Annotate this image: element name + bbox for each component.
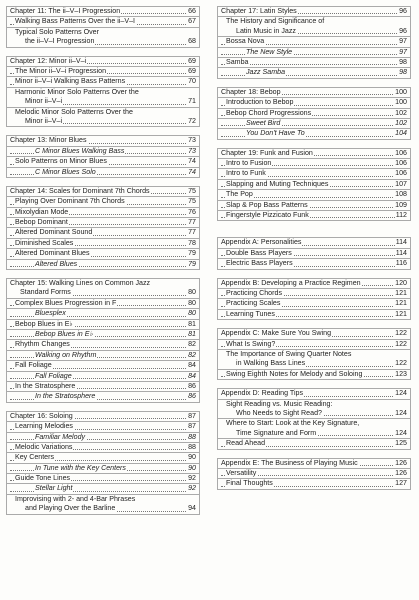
toc-entry[interactable] xyxy=(7,433,199,443)
toc-entry-title: In the Stratosphere xyxy=(35,392,96,401)
toc-chapter-heading[interactable] xyxy=(218,238,410,248)
toc-page-number: 122 xyxy=(395,339,407,348)
toc-chapter-heading[interactable] xyxy=(218,459,410,469)
toc-page-number: 75 xyxy=(188,197,196,206)
toc-entry-title: Melodic Variations xyxy=(15,442,73,451)
toc-section xyxy=(6,411,200,515)
toc-section xyxy=(6,6,200,48)
toc-page-number: 81 xyxy=(188,330,196,338)
toc-page-number: 74 xyxy=(188,157,196,166)
section-gap xyxy=(217,79,411,87)
toc-chapter-heading[interactable] xyxy=(7,136,199,146)
toc-entry-title: Appendix B: Developing a Practice Regimen xyxy=(221,278,361,287)
toc-section xyxy=(217,237,411,269)
toc-section xyxy=(217,6,411,79)
toc-section xyxy=(6,186,200,270)
section-gap xyxy=(217,320,411,328)
toc-page-number: 77 xyxy=(188,228,196,237)
section-gap xyxy=(217,380,411,388)
toc-entry-title: Slapping and Muting Techniques xyxy=(226,179,329,188)
toc-entry[interactable] xyxy=(7,208,199,218)
toc-entry-title: Chapter 14: Scales for Dominant 7th Chords xyxy=(10,186,150,195)
toc-entry[interactable] xyxy=(7,77,199,87)
toc-entry[interactable] xyxy=(7,474,199,484)
toc-entry[interactable] xyxy=(7,340,199,350)
toc-section xyxy=(217,458,411,490)
toc-entry-title: Double Bass Players xyxy=(226,248,292,257)
toc-entry-title: You Don't Have To xyxy=(246,129,305,138)
toc-entry-title: Sweet Bird xyxy=(246,118,281,127)
toc-section xyxy=(6,135,200,178)
toc-entry[interactable] xyxy=(218,17,410,37)
toc-page-number: 70 xyxy=(188,77,196,86)
toc-entry[interactable] xyxy=(7,484,199,494)
toc-entry[interactable] xyxy=(7,228,199,238)
toc-left-column xyxy=(6,6,200,515)
toc-entry-title: In the Stratosphere xyxy=(15,381,76,390)
toc-page-number: 88 xyxy=(188,432,196,441)
toc-entry-title: Learning Tunes xyxy=(226,309,275,318)
toc-page-number: 69 xyxy=(188,56,196,65)
section-gap xyxy=(217,450,411,458)
toc-entry-title: Solo Patterns on Minor Blues xyxy=(15,157,107,166)
toc-entry[interactable] xyxy=(7,320,199,330)
toc-entry[interactable] xyxy=(7,372,199,382)
toc-page-number: 90 xyxy=(188,463,196,472)
toc-entry-title: Slap & Pop Bass Patterns xyxy=(226,200,308,209)
toc-section xyxy=(6,56,200,128)
toc-entry[interactable] xyxy=(218,37,410,47)
toc-entry-title: Walking on Rhythm xyxy=(35,350,97,359)
toc-page-number: 100 xyxy=(395,87,407,96)
toc-page-number: 86 xyxy=(188,392,196,401)
toc-entry-title: Sight Reading vs. Music Reading: xyxy=(226,399,333,408)
toc-entry-title: Bossa Nova xyxy=(226,37,265,46)
toc-chapter-heading[interactable] xyxy=(7,279,199,299)
toc-entry[interactable] xyxy=(7,309,199,319)
toc-entry[interactable] xyxy=(7,157,199,167)
toc-entry-title: Chapter 18: Bebop xyxy=(221,87,281,96)
toc-entry[interactable] xyxy=(218,479,410,489)
toc-entry-title: Guide Tone Lines xyxy=(15,474,71,483)
toc-entry-title: What Is Swing? xyxy=(226,339,276,348)
toc-entry-title: In Tune with the Key Centers xyxy=(35,463,126,472)
toc-page-number: 121 xyxy=(395,289,407,297)
toc-entry-title: Final Thoughts xyxy=(226,479,273,488)
toc-page-number: 84 xyxy=(188,371,196,380)
toc-page-number: 106 xyxy=(395,148,407,157)
section-gap xyxy=(6,403,200,411)
toc-entry-title: Stellar Light xyxy=(35,484,73,493)
toc-entry-title: C Minor Blues Walking Bass xyxy=(35,146,125,155)
toc-page-number: 100 xyxy=(395,98,407,107)
toc-entry-title: Chapter 11: The ii–V–I Progression xyxy=(10,7,121,15)
toc-entry[interactable] xyxy=(7,17,199,27)
toc-page-number: 97 xyxy=(399,47,407,56)
toc-entry-title-continued: Minor ii–V–i xyxy=(15,97,63,105)
toc-entry-title: The History and Significance of xyxy=(226,17,325,26)
toc-entry-title: Appendix A: Personalities xyxy=(221,238,302,247)
toc-page-number: 102 xyxy=(395,118,407,127)
toc-entry-title: Chapter 19: Funk and Fusion xyxy=(221,148,313,157)
toc-entry[interactable] xyxy=(218,98,410,108)
toc-section xyxy=(6,278,200,403)
toc-page-number: 122 xyxy=(395,329,407,338)
toc-entry[interactable] xyxy=(218,249,410,259)
section-gap xyxy=(6,270,200,278)
toc-section xyxy=(217,328,411,380)
toc-page-number: 107 xyxy=(395,179,407,188)
toc-entry-title: Key Centers xyxy=(15,453,55,462)
toc-page-number: 90 xyxy=(188,453,196,462)
toc-page-number: 74 xyxy=(188,167,196,176)
toc-entry[interactable] xyxy=(218,370,410,380)
toc-entry[interactable] xyxy=(218,469,410,479)
toc-entry[interactable] xyxy=(218,289,410,299)
toc-entry-title: Familiar Melody xyxy=(35,432,86,441)
toc-page-number: 124 xyxy=(395,408,407,417)
toc-chapter-heading[interactable] xyxy=(218,279,410,289)
toc-entry[interactable] xyxy=(7,218,199,228)
toc-page-number: 123 xyxy=(395,369,407,378)
toc-page-number: 96 xyxy=(399,7,407,15)
toc-page-number: 112 xyxy=(395,211,407,220)
toc-entry-title-continued: Latin Music in Jazz xyxy=(226,27,297,35)
toc-entry[interactable] xyxy=(7,443,199,453)
toc-page-number: 116 xyxy=(395,259,407,268)
toc-page-number: 87 xyxy=(188,422,196,431)
toc-entry[interactable] xyxy=(7,351,199,361)
toc-entry[interactable] xyxy=(218,340,410,350)
toc-chapter-heading[interactable] xyxy=(218,7,410,17)
toc-page-number: 82 xyxy=(188,340,196,349)
toc-page-number: 114 xyxy=(395,248,407,257)
toc-entry[interactable] xyxy=(7,361,199,371)
toc-page-number: 121 xyxy=(395,299,407,308)
toc-page-number: 109 xyxy=(395,200,407,209)
toc-page-number: 77 xyxy=(188,218,196,227)
toc-entry[interactable] xyxy=(218,259,410,269)
toc-page-number: 80 xyxy=(188,288,196,297)
toc-page-number: 81 xyxy=(188,319,196,328)
toc-page-number: 68 xyxy=(188,37,196,46)
toc-entry-title: Mixolydian Mode xyxy=(15,207,69,216)
toc-entry[interactable] xyxy=(7,299,199,309)
toc-page-number: 73 xyxy=(188,146,196,155)
toc-page-number: 79 xyxy=(188,259,196,268)
toc-entry[interactable] xyxy=(218,419,410,439)
toc-chapter-heading[interactable] xyxy=(218,389,410,399)
toc-entry[interactable] xyxy=(7,147,199,157)
toc-entry[interactable] xyxy=(7,197,199,207)
toc-section xyxy=(217,148,411,222)
toc-page-number: 71 xyxy=(188,97,196,106)
toc-entry[interactable] xyxy=(218,68,410,78)
toc-page-number: 86 xyxy=(188,381,196,390)
toc-page-number: 88 xyxy=(188,442,196,451)
toc-page-number: 78 xyxy=(188,238,196,247)
section-gap xyxy=(217,140,411,148)
toc-entry[interactable] xyxy=(7,239,199,249)
toc-page-number: 92 xyxy=(188,474,196,483)
toc-entry-title: Bebop Blues in E♭ xyxy=(35,330,93,338)
toc-entry-title: Bluesplex xyxy=(35,309,66,318)
toc-entry-title: The Minor ii–V–i Progression xyxy=(15,66,107,75)
toc-entry-title: Swing Eighth Notes for Melody and Soloing xyxy=(226,369,363,378)
toc-right-column xyxy=(217,6,411,490)
toc-page-number: 121 xyxy=(395,309,407,318)
toc-page-number: 79 xyxy=(188,249,196,258)
toc-entry-title: Intro to Fusion xyxy=(226,159,272,168)
toc-page-number: 126 xyxy=(395,458,407,467)
toc-page-number: 94 xyxy=(188,504,196,513)
toc-entry[interactable] xyxy=(7,495,199,515)
toc-page-number: 69 xyxy=(188,66,196,75)
toc-page-number: 106 xyxy=(395,169,407,178)
toc-entry[interactable] xyxy=(218,201,410,211)
toc-entry[interactable] xyxy=(7,88,199,108)
toc-page-number: 84 xyxy=(188,361,196,370)
toc-entry-title: Rhythm Changes xyxy=(15,340,70,349)
toc-entry-title: C Minor Blues Solo xyxy=(35,167,96,176)
toc-entry-title: Playing Over Dominant 7th Chords xyxy=(15,197,125,206)
toc-entry-title: Appendix C: Make Sure You Swing xyxy=(221,329,332,338)
toc-entry[interactable] xyxy=(7,422,199,432)
toc-entry[interactable] xyxy=(218,211,410,221)
toc-entry-title: Practicing Scales xyxy=(226,299,281,308)
toc-entry-title: Fingerstyle Pizzicato Funk xyxy=(226,211,309,220)
toc-page-number: 82 xyxy=(188,350,196,359)
section-gap xyxy=(6,48,200,56)
section-gap xyxy=(6,127,200,135)
toc-entry[interactable] xyxy=(218,129,410,139)
toc-entry-title: The New Style xyxy=(246,47,293,56)
toc-entry-title: Walking Bass Patterns Over the ii–V–I xyxy=(15,17,135,26)
toc-page-number: 120 xyxy=(395,278,407,287)
toc-entry-title: Chapter 17: Latin Styles xyxy=(221,7,297,15)
toc-entry[interactable] xyxy=(218,190,410,200)
toc-entry-title: Harmonic Minor Solo Patterns Over the xyxy=(15,87,139,96)
toc-entry[interactable] xyxy=(7,67,199,77)
toc-entry-title: Jazz Samba xyxy=(246,68,286,77)
toc-entry[interactable] xyxy=(218,109,410,119)
toc-chapter-heading[interactable] xyxy=(7,412,199,422)
toc-entry-title: Bebop Blues in E♭ xyxy=(15,319,73,328)
toc-entry[interactable] xyxy=(218,439,410,449)
toc-entry[interactable] xyxy=(218,180,410,190)
toc-page-number: 126 xyxy=(395,468,407,477)
toc-entry[interactable] xyxy=(218,119,410,129)
toc-entry-title: Complex Blues Progression in F xyxy=(15,298,117,307)
toc-page-number: 98 xyxy=(399,57,407,66)
toc-page-number: 108 xyxy=(395,190,407,199)
toc-entry-title: Diminished Scales xyxy=(15,238,74,247)
toc-entry[interactable] xyxy=(218,310,410,320)
toc-entry-title: Fall Foliage xyxy=(35,371,72,380)
toc-entry-title: Versatility xyxy=(226,468,257,477)
toc-entry-title: The Pop xyxy=(226,190,253,199)
toc-chapter-heading[interactable] xyxy=(7,57,199,67)
toc-entry[interactable] xyxy=(7,382,199,392)
toc-page-number: 72 xyxy=(188,116,196,125)
section-gap xyxy=(217,270,411,278)
toc-entry-title: Bebop Chord Progressions xyxy=(226,108,312,117)
toc-section xyxy=(217,388,411,449)
toc-page-number: 66 xyxy=(188,7,196,15)
toc-entry[interactable] xyxy=(218,58,410,68)
toc-entry-title: Samba xyxy=(226,57,249,66)
toc-entry-title: Chapter 16: Soloing xyxy=(10,411,73,420)
toc-entry-title-continued: and Playing Over the Barline xyxy=(15,504,116,512)
toc-entry[interactable] xyxy=(7,464,199,474)
toc-entry-title-continued: Minor ii–V–i xyxy=(15,117,63,125)
toc-entry[interactable] xyxy=(7,330,199,340)
section-gap xyxy=(217,229,411,237)
toc-page-number: 67 xyxy=(188,17,196,26)
toc-page-number: 114 xyxy=(395,238,407,247)
toc-entry-title: Introduction to Bebop xyxy=(226,98,294,107)
toc-entry[interactable] xyxy=(7,168,199,178)
toc-page-number: 124 xyxy=(395,428,407,437)
toc-page-number: 87 xyxy=(188,411,196,420)
toc-entry-title: Intro to Funk xyxy=(226,169,266,178)
section-gap xyxy=(6,178,200,186)
toc-entry-title: Minor ii–V–i Walking Bass Patterns xyxy=(15,77,126,86)
toc-entry-title-continued: Time Signature and Form xyxy=(226,429,317,437)
toc-entry[interactable] xyxy=(218,299,410,309)
toc-page-number: 125 xyxy=(395,439,407,448)
toc-entry[interactable] xyxy=(218,48,410,58)
toc-entry-title: Practicing Chords xyxy=(226,289,282,297)
toc-entry[interactable] xyxy=(7,249,199,259)
toc-entry[interactable] xyxy=(218,400,410,420)
toc-section xyxy=(217,278,411,321)
toc-page-number: 127 xyxy=(395,479,407,488)
toc-entry-title: Chapter 15: Walking Lines on Common Jazz xyxy=(10,279,151,288)
toc-page-number: 98 xyxy=(399,68,407,77)
toc-entry[interactable] xyxy=(7,28,199,48)
toc-entry[interactable] xyxy=(218,350,410,370)
toc-entry[interactable] xyxy=(218,159,410,169)
section-gap xyxy=(217,221,411,229)
toc-entry-title: Appendix D: Reading Tips xyxy=(221,389,304,398)
toc-page-number: 104 xyxy=(395,129,407,138)
toc-entry-title: Bebop Dominant xyxy=(15,218,68,227)
toc-entry-title: Appendix E: The Business of Playing Music xyxy=(221,458,358,467)
toc-entry-title: The Importance of Swing Quarter Notes xyxy=(226,349,352,358)
toc-entry-title: Improvising with 2- and 4-Bar Phrases xyxy=(15,494,136,503)
toc-entry-title: Electric Bass Players xyxy=(226,259,293,268)
toc-entry-title: Altered Dominant Blues xyxy=(15,249,90,258)
toc-page-number: 97 xyxy=(399,37,407,46)
toc-entry-title: Typical Solo Patterns Over xyxy=(15,27,99,36)
toc-entry-title: Fall Foliage xyxy=(15,361,52,370)
toc-entry[interactable] xyxy=(7,392,199,402)
toc-page-number: 124 xyxy=(395,389,407,398)
toc-chapter-heading[interactable] xyxy=(7,7,199,17)
toc-page-number: 122 xyxy=(395,359,407,368)
toc-section xyxy=(217,87,411,140)
toc-chapter-heading[interactable] xyxy=(218,88,410,98)
toc-page-number: 106 xyxy=(395,159,407,168)
toc-entry-title: Where to Start: Look at the Key Signature, xyxy=(226,419,360,428)
toc-page-number: 92 xyxy=(188,484,196,493)
toc-entry-title: Chapter 12: Minor ii–V–i xyxy=(10,56,87,65)
toc-entry[interactable] xyxy=(7,453,199,463)
toc-entry-title: Learning Melodies xyxy=(15,422,73,431)
toc-entry-title: Altered Dominant Sound xyxy=(15,228,93,237)
toc-page-number: 76 xyxy=(188,207,196,216)
toc-entry-title: Chapter 13: Minor Blues xyxy=(10,136,87,145)
toc-chapter-heading[interactable] xyxy=(218,149,410,159)
toc-page-number: 80 xyxy=(188,298,196,307)
toc-entry-title-continued: Standard Forms xyxy=(10,288,72,296)
toc-entry-title-continued: in Walking Bass Lines xyxy=(226,359,306,367)
toc-entry[interactable] xyxy=(7,260,199,270)
toc-chapter-heading[interactable] xyxy=(7,187,199,197)
toc-page-number: 96 xyxy=(399,26,407,35)
toc-entry[interactable] xyxy=(7,108,199,128)
toc-entry-title-continued: the ii–V–I Progression xyxy=(15,37,95,45)
toc-chapter-heading[interactable] xyxy=(218,329,410,339)
toc-page-number: 80 xyxy=(188,309,196,318)
toc-page-number: 102 xyxy=(395,108,407,117)
toc-entry-title-continued: Who Needs to Sight Read? xyxy=(226,409,323,417)
toc-entry-title: Melodic Minor Solo Patterns Over the xyxy=(15,107,133,116)
toc-entry[interactable] xyxy=(218,169,410,179)
toc-page-number: 73 xyxy=(188,136,196,145)
toc-entry-title: Altered Blues xyxy=(35,259,78,268)
toc-entry-title: Read Ahead xyxy=(226,439,266,448)
toc-page-number: 75 xyxy=(188,186,196,195)
